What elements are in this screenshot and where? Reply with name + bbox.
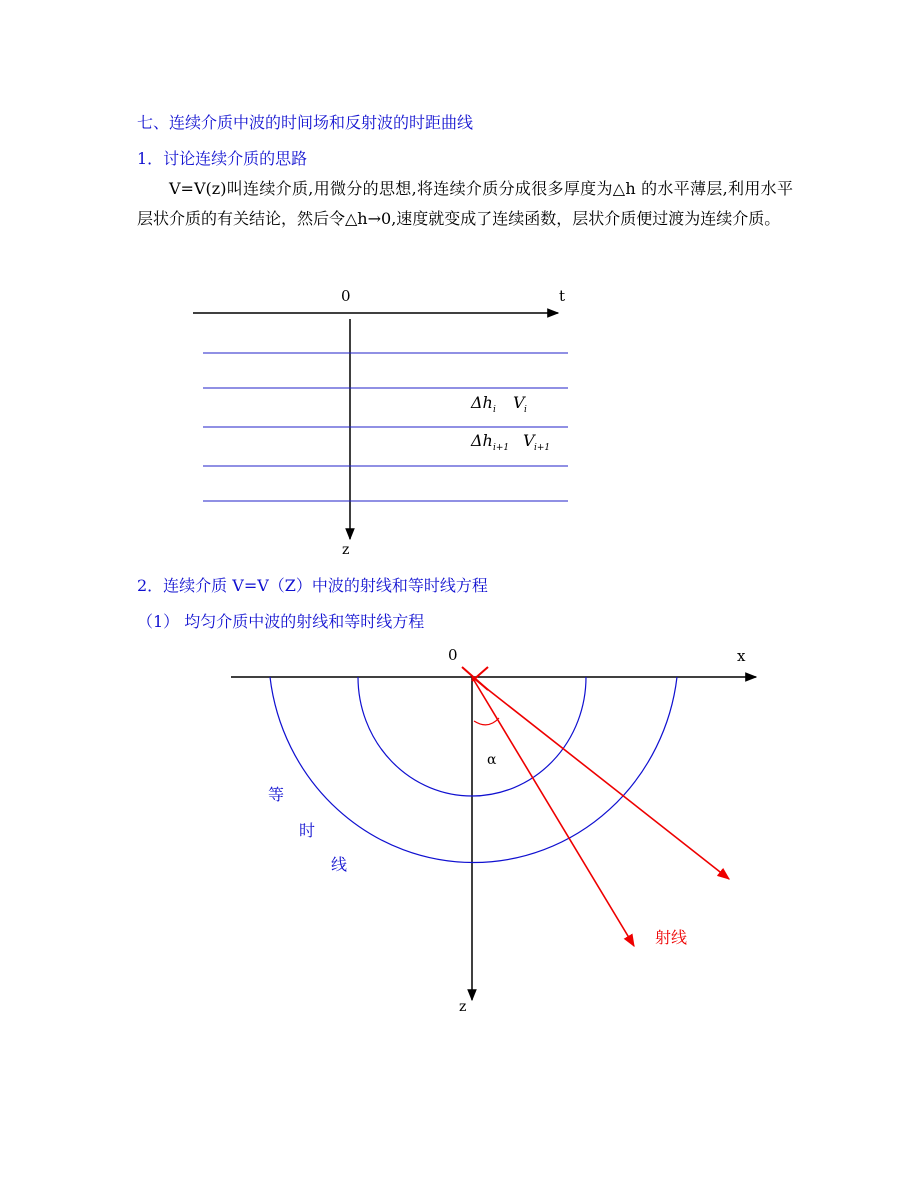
layer-i1-v-sub: i+1	[534, 443, 551, 453]
fig1-z-label: z	[342, 542, 350, 558]
angle-alpha-label: α	[487, 752, 497, 768]
angle-arc	[474, 718, 499, 725]
layer-i-v-sub: i	[524, 405, 527, 415]
isochron-outer	[270, 677, 677, 863]
section-title: 七、连续介质中波的时间场和反射波的时距曲线	[137, 113, 474, 132]
subsection-2-title: 2．连续介质 V=V（Z）中波的射线和等时线方程	[137, 576, 488, 595]
fig2-z-label: z	[459, 999, 467, 1015]
homogeneous-medium-figure	[231, 646, 756, 1015]
fig1-origin-label: 0	[341, 287, 351, 305]
layer-i-dh: Δh	[471, 393, 493, 412]
fig2-origin-label: 0	[448, 646, 458, 664]
subsection-2-1-title: （1） 均匀介质中波的射线和等时线方程	[137, 612, 425, 631]
fig1-t-label: t	[559, 287, 566, 305]
subsection-1-title: 1．讨论连续介质的思路	[137, 149, 308, 168]
isochron-label-char: 线	[331, 855, 348, 874]
layer-i1-v: V	[523, 431, 535, 450]
fig2-x-label: x	[737, 647, 746, 665]
layer-i-v: V	[513, 393, 525, 412]
intro-paragraph: V=V(z)叫连续介质,用微分的思想,将连续介质分成很多厚度为△h 的水平薄层,利用水平层状介质的有关结论，然后令△h→0,速度就变成了连续函数，层状介质便过渡为连续介质。	[137, 179, 793, 228]
isochron-label-char: 等	[268, 785, 285, 804]
layer-i1-label	[470, 431, 550, 453]
layer-i-label	[470, 393, 527, 415]
layer-i1-dh-sub: i+1	[493, 443, 510, 453]
layer-i1-dh: Δh	[471, 431, 493, 450]
layer-i-dh-sub: i	[493, 405, 496, 415]
ray-shallow	[472, 677, 729, 879]
isochron-label-char: 时	[299, 821, 316, 840]
ray-steep	[472, 677, 634, 946]
ray-label: 射线	[655, 928, 688, 947]
